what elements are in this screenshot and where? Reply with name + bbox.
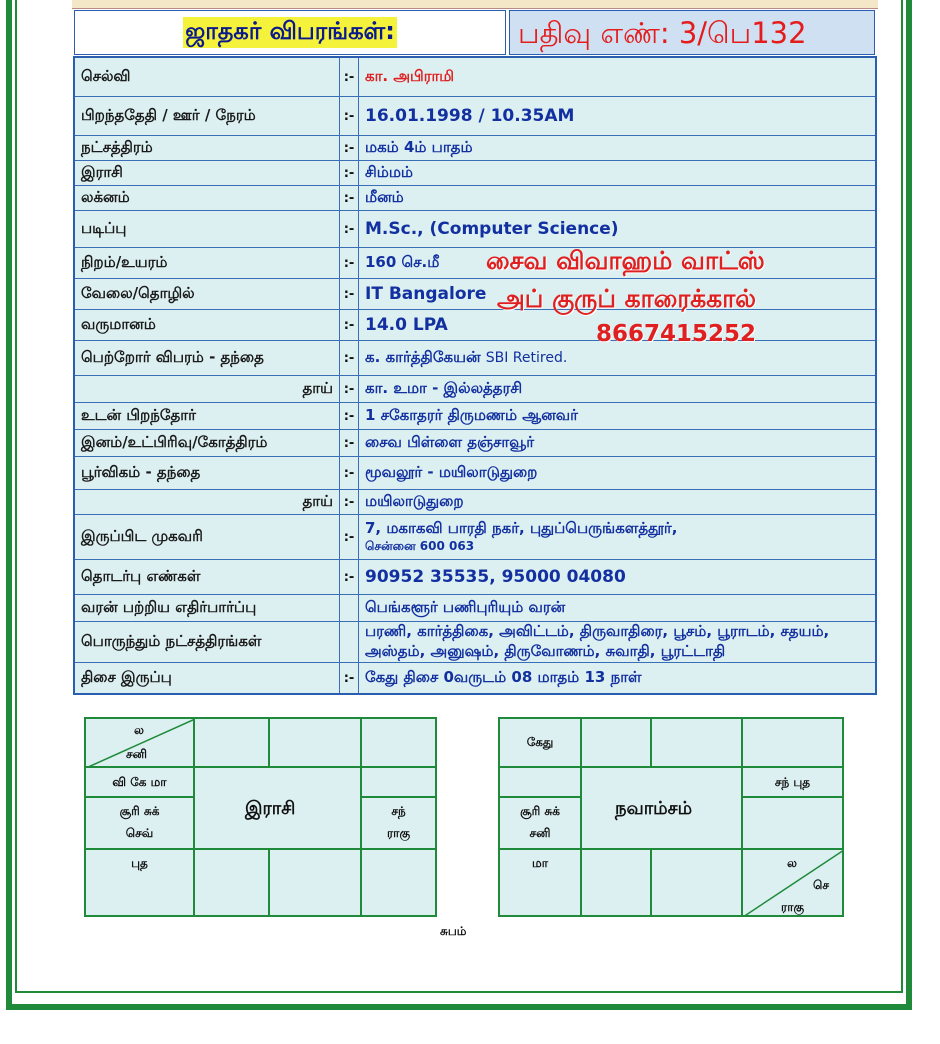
- row-label: செல்வி: [74, 57, 340, 97]
- rasi-house-12: வி கே மா: [85, 767, 194, 797]
- table-row: [74, 161, 876, 186]
- rasi-house-5: [361, 767, 436, 797]
- navamsam-center: [581, 767, 742, 849]
- row-separator: :-: [340, 376, 359, 403]
- row-separator: :-: [340, 57, 359, 97]
- row-value: M.Sc., (Computer Science): [359, 211, 877, 248]
- rasi-house-9: [194, 849, 269, 916]
- row-value: கேது திசை 0வருடம் 08 மாதம் 13 நாள்: [359, 663, 877, 695]
- details-table: [73, 56, 877, 695]
- table-row: [74, 211, 876, 248]
- planet-label: செ: [813, 878, 829, 892]
- table-row: [74, 490, 876, 515]
- row-separator: [340, 595, 359, 622]
- row-value: 1 சகோதரர் திருமணம் ஆனவர்: [359, 403, 877, 430]
- rasi-house-10: புத: [85, 849, 194, 916]
- stars-line-2: அஸ்தம், அனுஷம், திருவோணம், சுவாதி, பூரட்டாதி: [365, 642, 726, 660]
- row-separator: :-: [340, 663, 359, 695]
- row-value: IT Bangalore: [359, 279, 877, 310]
- planet-label: ராகு: [386, 826, 411, 840]
- planet-label: சனி: [529, 826, 551, 840]
- row-label: வருமானம்: [74, 310, 340, 341]
- row-separator: :-: [340, 186, 359, 211]
- row-label: இருப்பிட முகவரி: [74, 515, 340, 560]
- watermark-line-1: சைவ விவாஹம் வாட்ஸ்: [486, 246, 765, 275]
- rasi-house-11: [85, 797, 194, 849]
- registration-number: பதிவு எண்: 3/பெ132: [509, 10, 875, 55]
- row-value: 14.0 LPA: [359, 310, 877, 341]
- father-occupation: SBI Retired.: [485, 350, 568, 366]
- row-label: லக்னம்: [74, 186, 340, 211]
- row-separator: :-: [340, 248, 359, 279]
- top-strip: [72, 0, 878, 9]
- watermark-phone: 8667415252: [596, 321, 757, 347]
- navamsam-house-9: [581, 849, 651, 916]
- lagna-label: ல: [787, 856, 797, 870]
- row-separator: [340, 622, 359, 663]
- navamsam-center-label: நவாம்சம்: [615, 798, 693, 819]
- table-row: [74, 97, 876, 136]
- row-label: தொடர்பு எண்கள்: [74, 560, 340, 595]
- row-label: தாய்: [74, 490, 340, 515]
- table-row: [74, 663, 876, 695]
- row-value: 16.01.1998 / 10.35AM: [359, 97, 877, 136]
- rasi-house-1: [85, 718, 194, 767]
- navamsam-house-4: [742, 718, 843, 767]
- row-value: பெங்களூர் பணிபுரியும் வரன்: [359, 595, 877, 622]
- row-label: பெற்றோர் விபரம் - தந்தை: [74, 341, 340, 376]
- navamsam-house-6: [742, 797, 843, 849]
- row-separator: :-: [340, 560, 359, 595]
- row-label: திசை இருப்பு: [74, 663, 340, 695]
- row-value: மயிலாடுதுறை: [359, 490, 877, 515]
- navamsam-chart: [498, 717, 844, 917]
- row-separator: :-: [340, 211, 359, 248]
- rasi-house-4: [361, 718, 436, 767]
- rasi-house-8: [269, 849, 361, 916]
- navamsam-house-7: [742, 849, 843, 916]
- footer-subam: சுபம்: [440, 924, 467, 938]
- row-label: பொருந்தும் நட்சத்திரங்கள்: [74, 622, 340, 663]
- row-label: வரன் பற்றிய எதிர்பார்ப்பு: [74, 595, 340, 622]
- rasi-house-3: [269, 718, 361, 767]
- rasi-chart: [84, 717, 437, 917]
- row-label: உடன் பிறந்தோர்: [74, 403, 340, 430]
- address-line-1: 7, மகாகவி பாரதி நகர், புதுப்பெருங்களத்தூர்,: [365, 519, 678, 537]
- row-value: 90952 35535, 95000 04080: [359, 560, 877, 595]
- navamsam-house-12: [499, 767, 581, 797]
- row-value: [359, 622, 877, 663]
- row-label: பூர்விகம் - தந்தை: [74, 457, 340, 490]
- rasi-center-label: இராசி: [245, 798, 296, 819]
- address-line-2: சென்னை 600 063: [365, 539, 475, 553]
- row-label: இராசி: [74, 161, 340, 186]
- navamsam-house-5: சந் புத: [742, 767, 843, 797]
- planet-label: ராகு: [781, 900, 805, 914]
- row-value: [359, 515, 877, 560]
- planet-label: செவ்: [125, 826, 154, 840]
- row-separator: :-: [340, 341, 359, 376]
- table-row: [74, 560, 876, 595]
- sani-label: சனி: [126, 747, 147, 761]
- rasi-house-6: [361, 797, 436, 849]
- row-value: மீனம்: [359, 186, 877, 211]
- row-separator: :-: [340, 457, 359, 490]
- row-value: மூவலூர் - மயிலாடுதுறை: [359, 457, 877, 490]
- table-row: [74, 457, 876, 490]
- navamsam-house-3: [651, 718, 742, 767]
- stars-line-1: பரணி, கார்த்திகை, அவிட்டம், திருவாதிரை, பூசம், பூராடம், சதயம்,: [365, 622, 830, 640]
- planet-label: சூரி சுக்: [119, 804, 160, 818]
- row-value: கா. உமா - இல்லத்தரசி: [359, 376, 877, 403]
- navamsam-house-1: கேது: [499, 718, 581, 767]
- table-row: [74, 186, 876, 211]
- lagna-label: ல: [134, 723, 144, 737]
- rasi-house-2: [194, 718, 269, 767]
- navamsam-house-8: [651, 849, 742, 916]
- row-label: நிறம்/உயரம்: [74, 248, 340, 279]
- table-row: [74, 57, 876, 97]
- planet-label: சந்: [391, 804, 406, 818]
- row-label: இனம்/உட்பிரிவு/கோத்திரம்: [74, 430, 340, 457]
- navamsam-house-10: மா: [499, 849, 581, 916]
- row-separator: :-: [340, 279, 359, 310]
- row-separator: :-: [340, 403, 359, 430]
- table-row: [74, 376, 876, 403]
- table-row: [74, 430, 876, 457]
- father-name: க. கார்த்திகேயன்: [365, 348, 481, 366]
- table-row: [74, 622, 876, 663]
- row-label: தாய்: [74, 376, 340, 403]
- table-row: [74, 515, 876, 560]
- table-row: [74, 403, 876, 430]
- row-value: மகம் 4ம் பாதம்: [359, 136, 877, 161]
- navamsam-house-2: [581, 718, 651, 767]
- row-label: நட்சத்திரம்: [74, 136, 340, 161]
- row-label: படிப்பு: [74, 211, 340, 248]
- row-separator: :-: [340, 430, 359, 457]
- row-separator: :-: [340, 515, 359, 560]
- row-value: சைவ பிள்ளை தஞ்சாவூர்: [359, 430, 877, 457]
- row-separator: :-: [340, 310, 359, 341]
- planet-label: சூரி சுக்: [520, 804, 560, 818]
- table-row: [74, 595, 876, 622]
- row-separator: :-: [340, 161, 359, 186]
- row-value: கா. அபிராமி: [359, 57, 877, 97]
- row-separator: :-: [340, 136, 359, 161]
- details-header: [74, 10, 506, 55]
- row-label: பிறந்ததேதி / ஊர் / நேரம்: [74, 97, 340, 136]
- table-row: [74, 136, 876, 161]
- rasi-house-7: [361, 849, 436, 916]
- navamsam-house-11: [499, 797, 581, 849]
- rasi-center: [194, 767, 361, 849]
- row-separator: :-: [340, 97, 359, 136]
- watermark-line-2: அப் குருப் காரைக்கால்: [497, 284, 757, 313]
- row-value: சிம்மம்: [359, 161, 877, 186]
- row-separator: :-: [340, 490, 359, 515]
- row-value: 160 செ.மீ: [359, 248, 877, 279]
- details-title: ஜாதகர் விபரங்கள்:: [183, 17, 397, 48]
- row-label: வேலை/தொழில்: [74, 279, 340, 310]
